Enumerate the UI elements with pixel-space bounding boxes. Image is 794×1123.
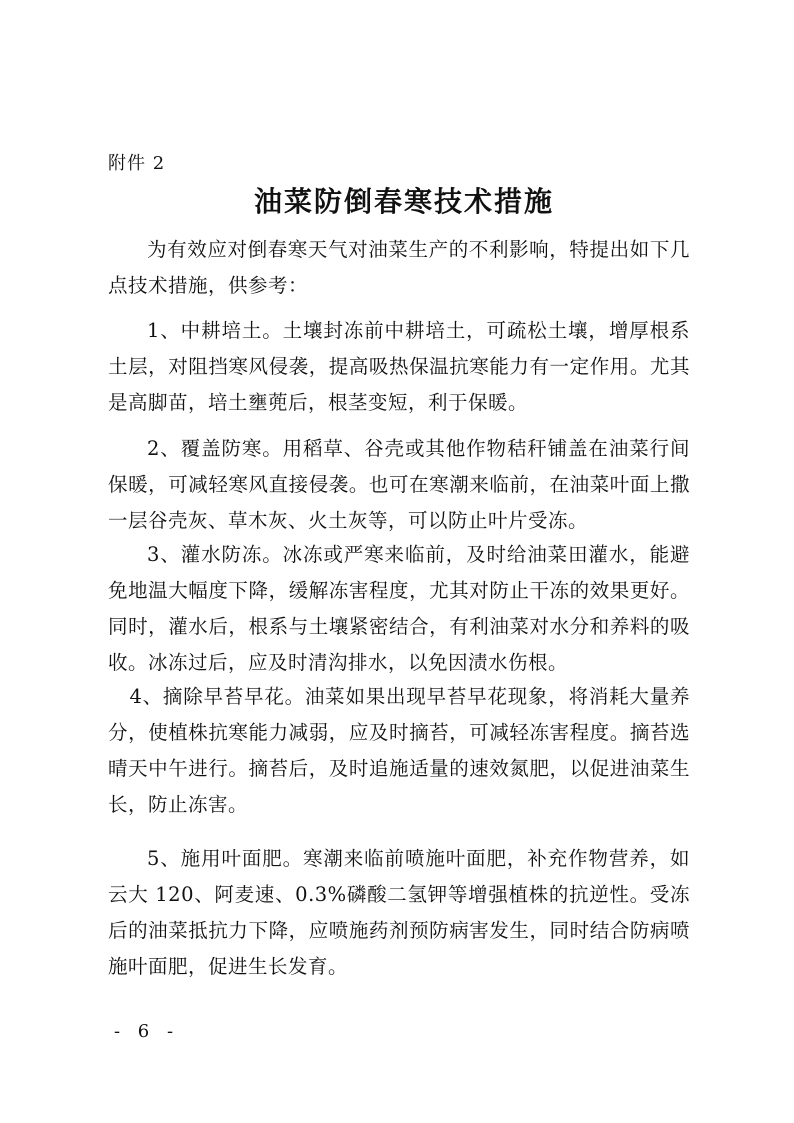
measure-4-paragraph: 4、摘除早苔早花。油菜如果出现早苔早花现象，将消耗大量养分，使植株抗寒能力减弱，应及时摘苔，可减轻冻害程度。摘苔选晴天中午进行。摘苔后，及时追施适量的速效氮肥，以促进油菜生长，防止冻害。	[108, 685, 690, 816]
measure-3-paragraph: 3、灌水防冻。冰冻或严寒来临前，及时给油菜田灌水，能避免地温大幅度下降，缓解冻害程度，尤其对防止干冻的效果更好。同时，灌水后，根系与土壤紧密结合，有利油菜对水分和养料的吸收。冰冻过后，应及时清沟排水，以免因渍水伤根。	[108, 543, 690, 674]
measure-5-paragraph: 5、施用叶面肥。寒潮来临前喷施叶面肥，补充作物营养，如云大 120、阿麦速、0.3%磷酸二氢钾等增强植株的抗逆性。受冻后的油菜抵抗力下降，应喷施药剂预防病害发生，同时结合防病喷施叶面肥，促进生长发育。	[108, 847, 690, 978]
document-title: 油菜防倒春寒技术措施	[253, 185, 554, 218]
measure-2-paragraph: 2、覆盖防寒。用稻草、谷壳或其他作物秸秆铺盖在油菜行间保暖，可减轻寒风直接侵袭。也可在寒潮来临前，在油菜叶面上撒一层谷壳灰、草木灰、火土灰等，可以防止叶片受冻。	[108, 437, 690, 532]
measure-1-paragraph: 1、中耕培土。土壤封冻前中耕培土，可疏松土壤，增厚根系土层，对阻挡寒风侵袭，提高吸热保温抗寒能力有一定作用。尤其是高脚苗，培土壅蔸后，根茎变短，利于保暖。	[108, 319, 690, 414]
page-number: - 6 -	[114, 1021, 180, 1042]
intro-paragraph: 为有效应对倒春寒天气对油菜生产的不利影响，特提出如下几点技术措施，供参考：	[108, 238, 690, 297]
attachment-label: 附件 2	[108, 153, 166, 174]
